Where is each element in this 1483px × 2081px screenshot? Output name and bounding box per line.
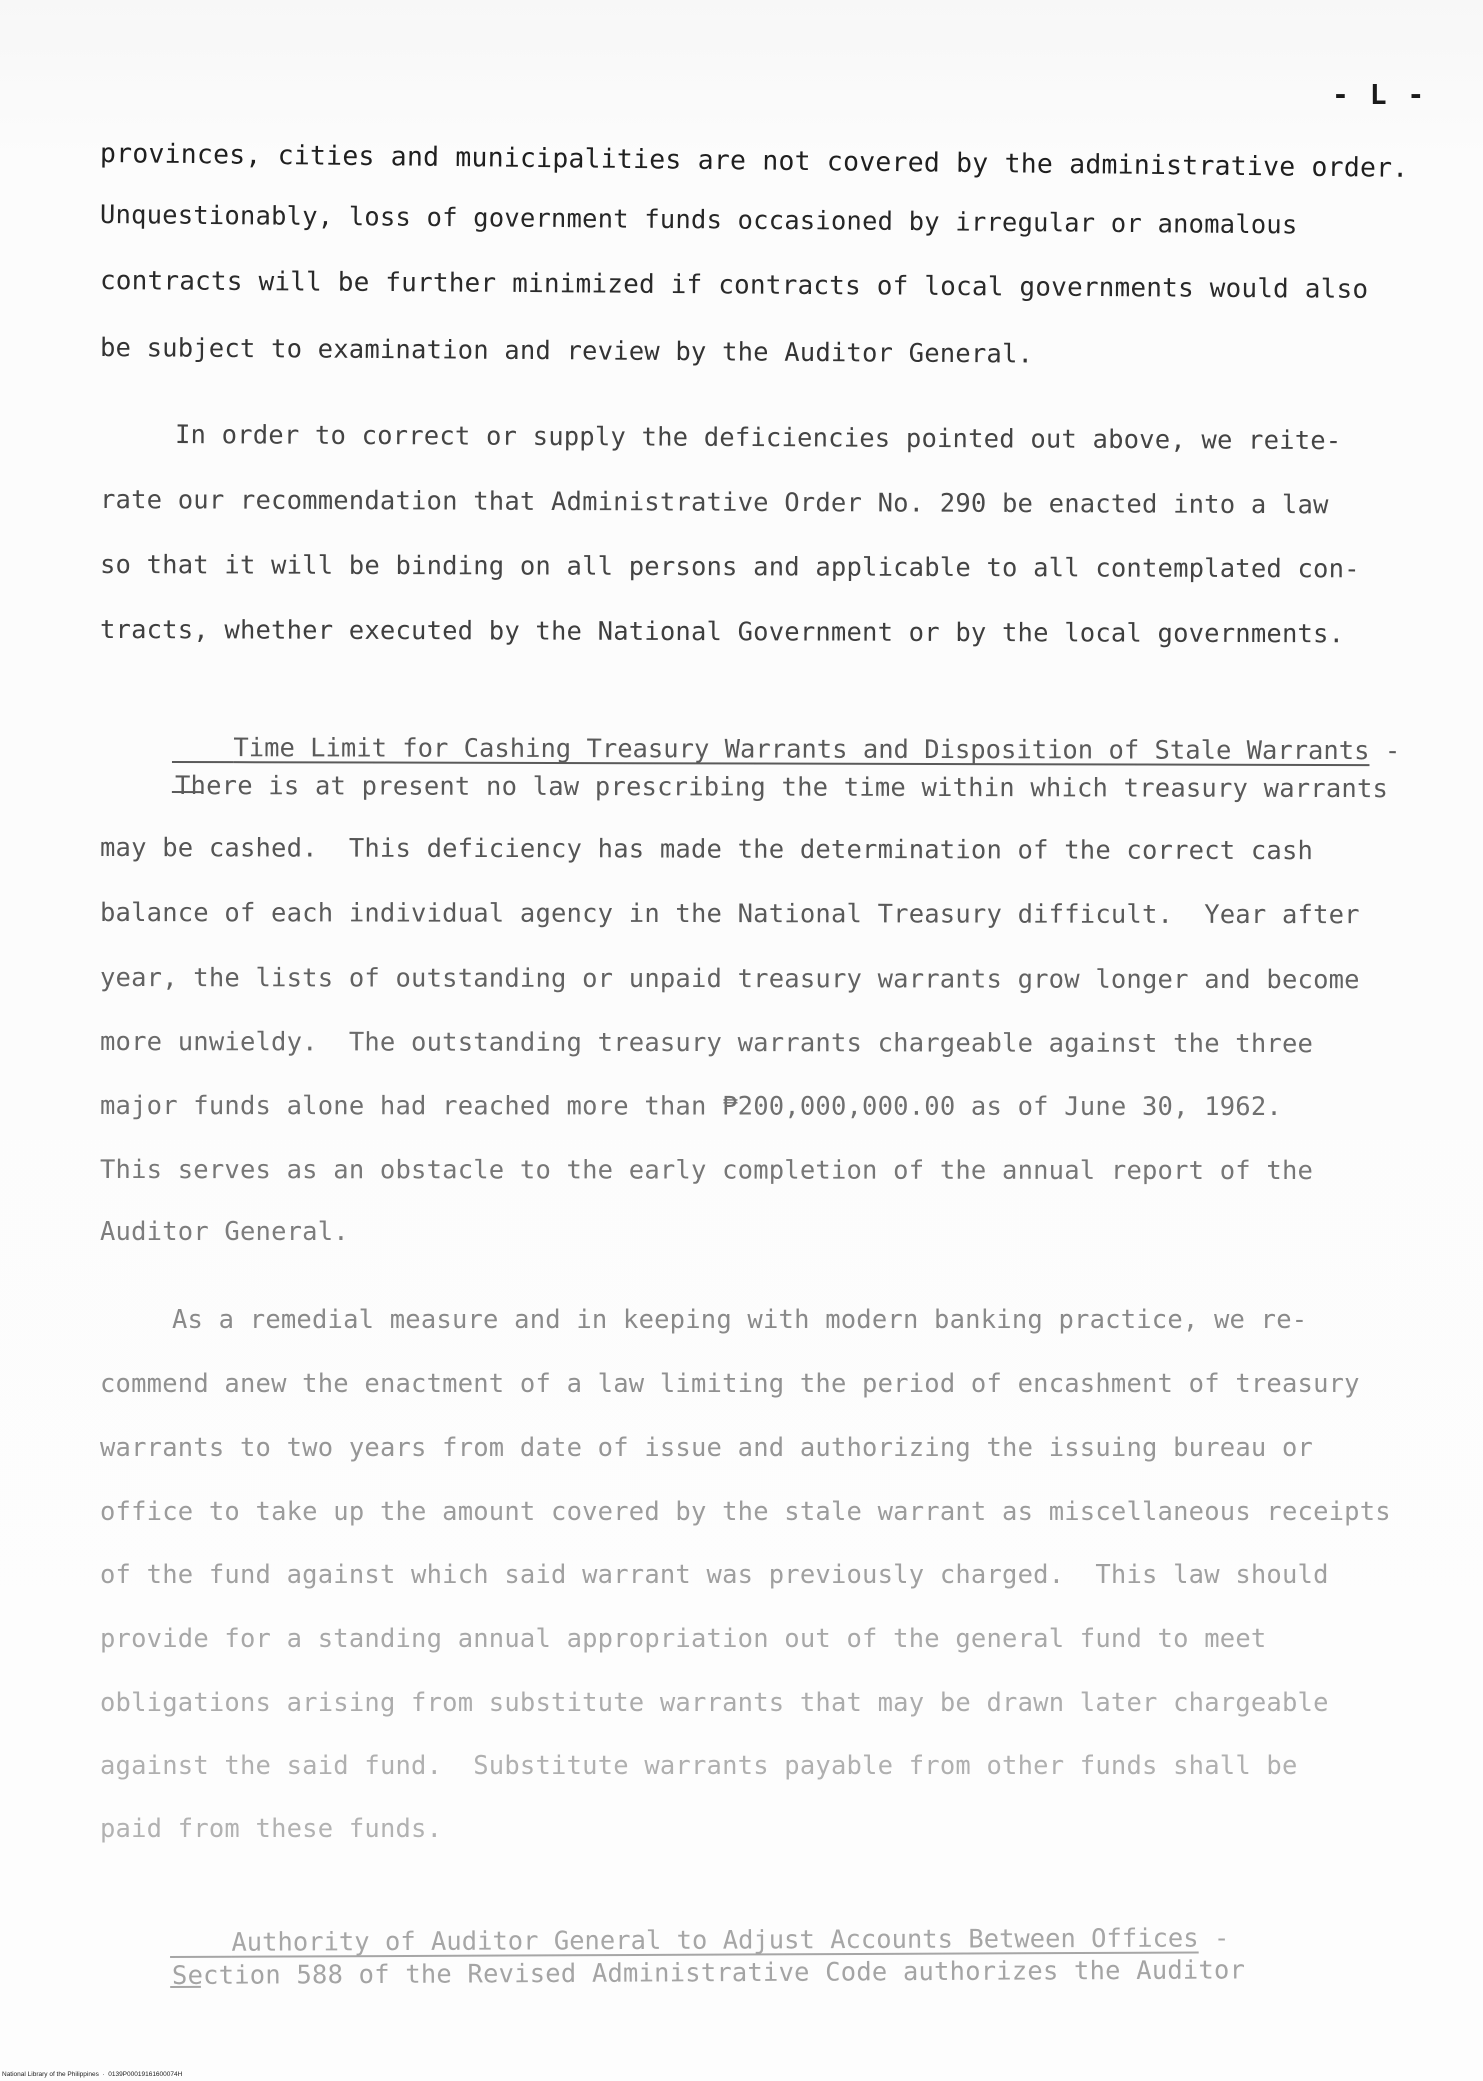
- text-line: paid from these funds.: [100, 1814, 443, 1844]
- text-line: There is at present no law prescribing the time within which treasury warrants: [174, 771, 1389, 805]
- text-line: of the fund against which said warrant was previously charged. This law should: [100, 1560, 1329, 1590]
- archive-footer: National Library of the Philippines · 0139P00019161600074H: [2, 2071, 183, 2078]
- text-line: commend anew the enactment of a law limiting the period of encashment of treasury: [100, 1369, 1360, 1399]
- text-line: be subject to examination and review by the Auditor General.: [99, 333, 1034, 370]
- text-line: year, the lists of outstanding or unpaid treasury warrants grow longer and become: [99, 963, 1360, 996]
- text-line: This serves as an obstacle to the early completion of the annual report of the: [99, 1155, 1314, 1187]
- text-line: contracts will be further minimized if contracts of local governments would also: [99, 266, 1369, 305]
- text-line: Auditor General.: [100, 1217, 349, 1247]
- text-line: provinces, cities and municipalities are not covered by the administrative order.: [99, 138, 1409, 184]
- text-line: As a remedial measure and in keeping with modern banking practice, we re-: [172, 1305, 1308, 1335]
- page-number: - L -: [1332, 78, 1427, 111]
- text-line: major funds alone had reached more than ₱200,000,000.00 as of June 30, 1962.: [99, 1091, 1282, 1123]
- section-heading-dash: -: [1198, 1923, 1230, 1954]
- text-line: In order to correct or supply the deficiencies pointed out above, we reite-: [174, 420, 1342, 457]
- text-line: provide for a standing annual appropriation out of the general fund to meet: [100, 1624, 1267, 1654]
- text-line: rate our recommendation that Administrative Order No. 290 be enacted into a law: [99, 485, 1329, 521]
- text-line: obligations arising from substitute warrants that may be drawn later chargeable: [100, 1688, 1329, 1718]
- section-heading-title: Authority of Auditor General to Adjust Accounts Between Offices: [231, 1923, 1199, 1958]
- text-line: balance of each individual agency in the National Treasury difficult. Year after: [99, 898, 1360, 931]
- text-line: so that it will be binding on all persons and applicable to all contemplated con-: [99, 550, 1360, 585]
- text-line: tracts, whether executed by the National Government or by the local governments.: [99, 615, 1345, 650]
- text-line: warrants to two years from date of issue and authorizing the issuing bureau or: [100, 1433, 1314, 1463]
- section-heading-title: Time Limit for Cashing Treasury Warrants and Disposition of Stale Warrants: [233, 733, 1370, 767]
- section-heading-dash: -: [1369, 736, 1401, 767]
- text-line: Unquestionably, loss of government funds occasioned by irregular or anomalous: [99, 200, 1298, 241]
- text-line: against the said fund. Substitute warrants payable from other funds shall be: [100, 1751, 1298, 1781]
- text-line: more unwieldy. The outstanding treasury warrants chargeable against the three: [99, 1027, 1314, 1060]
- text-line: may be cashed. This deficiency has made the determination of the correct cash: [99, 833, 1314, 867]
- text-line: office to take up the amount covered by the stale warrant as miscellaneous receipts: [100, 1497, 1391, 1527]
- text-line: Section 588 of the Revised Administrative Code authorizes the Auditor: [171, 1955, 1246, 1991]
